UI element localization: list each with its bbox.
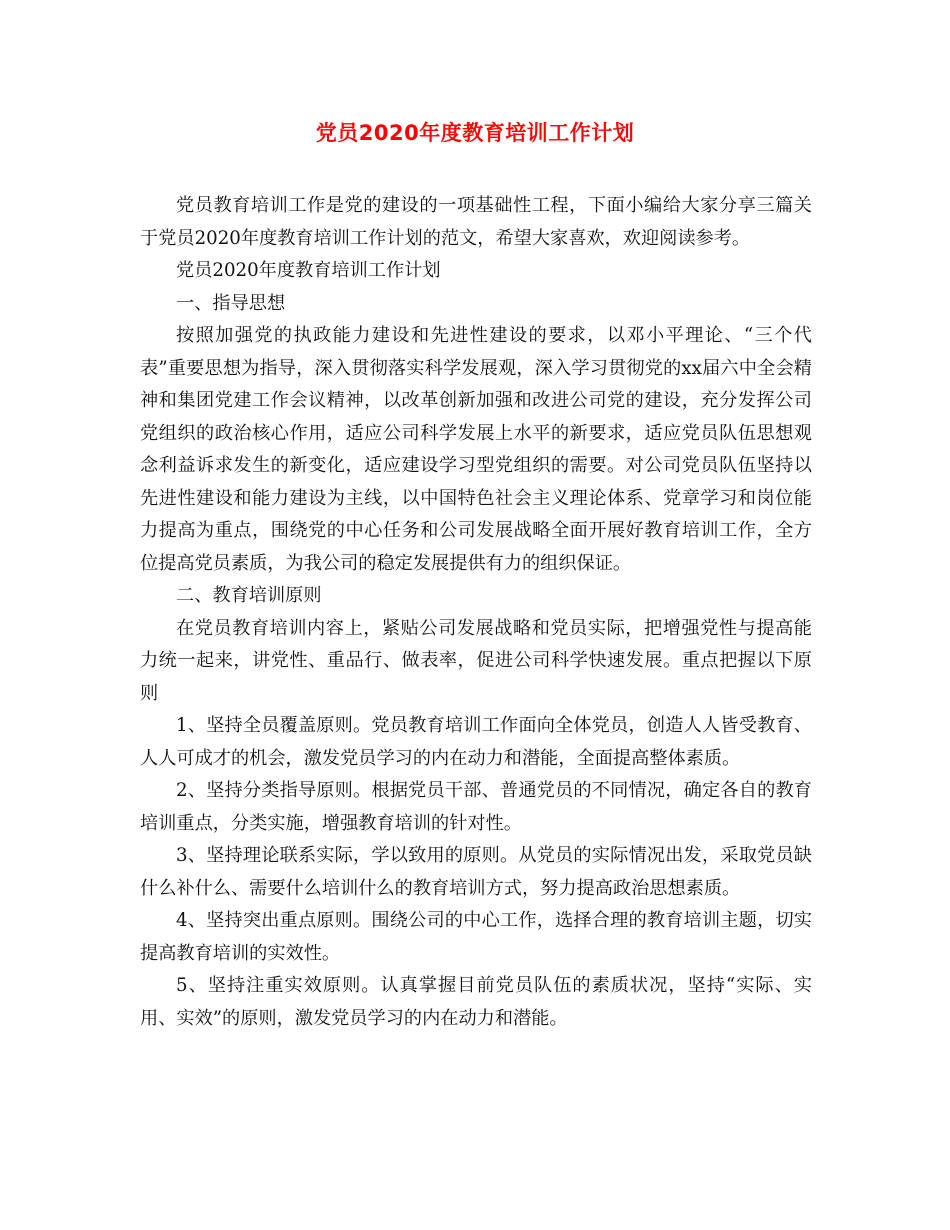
section-heading-plan: 党员2020年度教育培训工作计划 (176, 260, 441, 281)
intro-paragraph: 党员教育培训工作是党的建设的一项基础性工程，下面小编给大家分享三篇关于党员2020年度教育培训工作计划的范文，希望大家喜欢，欢迎阅读参考。 (140, 195, 812, 249)
document-title: 党员2020年度教育培训工作计划 (315, 121, 635, 145)
section-heading-guiding-ideology: 一、指导思想 (176, 292, 286, 314)
principle-item-3: 3、坚持理论联系实际，学以致用的原则。从党员的实际情况出发，采取党员缺什么补什么、需要什么培训什么的教育培训方式，努力提高政治思想素质。 (140, 845, 812, 899)
document-body (140, 190, 812, 1035)
training-principles-intro-paragraph: 在党员教育培训内容上，紧贴公司发展战略和党员实际，把增强党性与提高能力统一起来，讲党性、重品行、做表率，促进公司科学快速发展。重点把握以下原则 (140, 617, 812, 704)
principle-item-5: 5、坚持注重实效原则。认真掌握目前党员队伍的素质状况，坚持“实际、实用、实效”的原则，激发党员学习的内在动力和潜能。 (140, 975, 812, 1029)
guiding-ideology-paragraph: 按照加强党的执政能力建设和先进性建设的要求，以邓小平理论、“三个代表”重要思想为指导，深入贯彻落实科学发展观，深入学习贯彻党的xx届六中全会精神和集团党建工作会议精神，以改革创新加强和改进公司党的建设，充分发挥公司党组织的政治核心作用，适应公司科学发展上水平的新要求，适应党员队伍思想观念利益诉求发生的新变化，适应建设学习型党组织的需要。对公司党员队伍坚持以先进性建设和能力建设为主线，以中国特色社会主义理论体系、党章学习和岗位能力提高为重点，围绕党的中心任务和公司发展战略全面开展好教育培训工作，全方位提高党员素质，为我公司的稳定发展提供有力的组织保证。 (140, 325, 812, 574)
principle-item-2: 2、坚持分类指导原则。根据党员干部、普通党员的不同情况，确定各自的教育培训重点，分类实施，增强教育培训的针对性。 (140, 780, 812, 834)
principle-item-4: 4、坚持突出重点原则。围绕公司的中心工作，选择合理的教育培训主题，切实提高教育培训的实效性。 (140, 910, 812, 964)
section-heading-training-principles: 二、教育培训原则 (176, 585, 322, 606)
principle-item-1: 1、坚持全员覆盖原则。党员教育培训工作面向全体党员，创造人人皆受教育、人人可成才的机会，激发党员学习的内在动力和潜能，全面提高整体素质。 (140, 715, 812, 769)
